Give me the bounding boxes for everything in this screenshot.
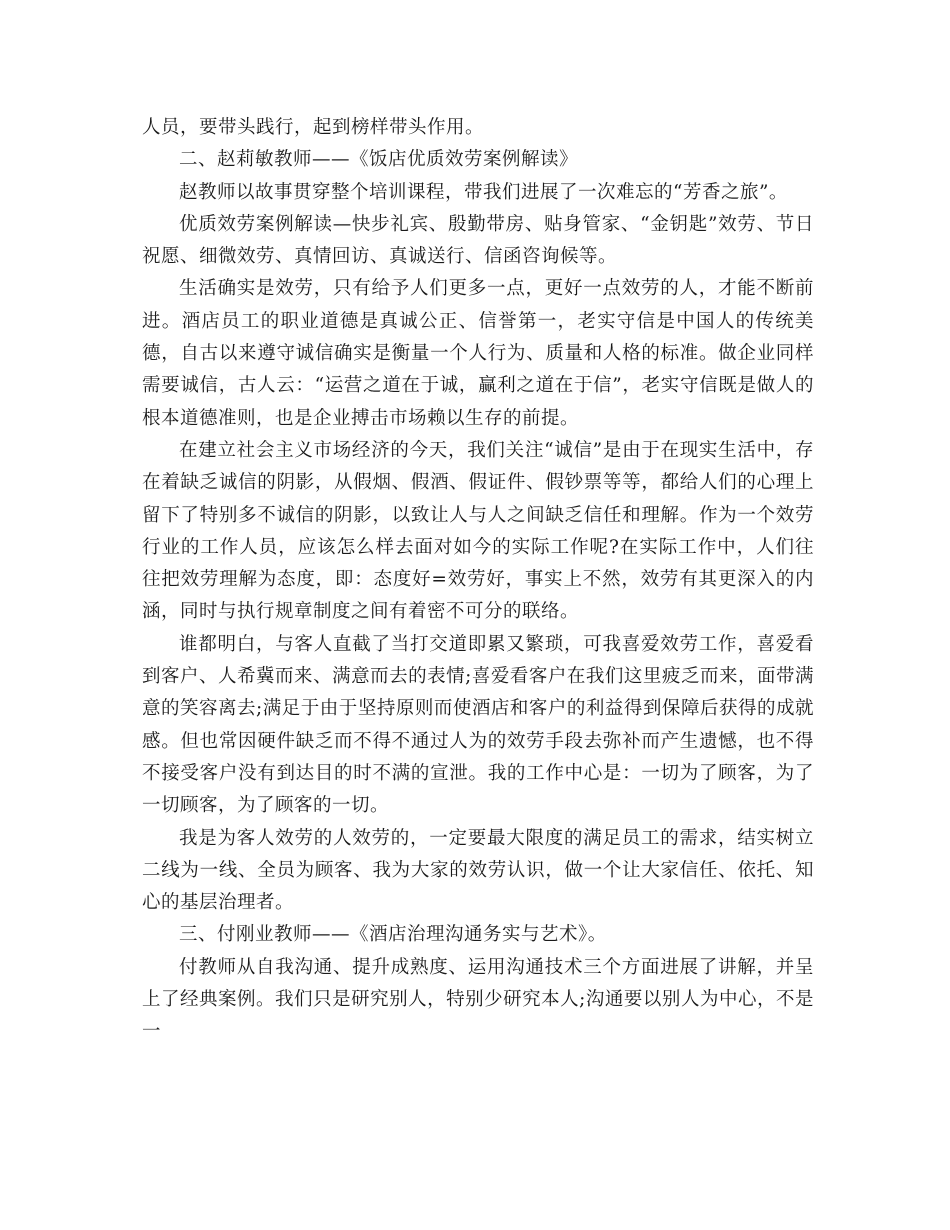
document-body — [142, 112, 814, 1049]
paragraph: 我是为客人效劳的人效劳的，一定要最大限度的满足员工的需求，结实树立二线为一线、全员为顾客、我为大家的效劳认识，做一个让大家信任、依托、知心的基层治理者。 — [142, 827, 814, 914]
paragraph: 赵教师以故事贯穿整个培训课程，带我们进展了一次难忘的“芳香之旅”。 — [179, 181, 788, 203]
paragraph: 谁都明白，与客人直截了当打交道即累又繁琐，可我喜爱效劳工作，喜爱看到客户、人希冀而来、满意而去的表情;喜爱看客户在我们这里疲乏而来，面带满意的笑容离去;满足于由于坚持原则而使酒店和客户的利益得到保障后获得的成就感。但也常因硬件缺乏而不得不通过人为的效劳手段去弥补而产生遗憾，也不得不接受客户没有到达目的时不满的宣泄。我的工作中心是：一切为了顾客，为了一切顾客，为了顾客的一切。 — [142, 633, 814, 817]
paragraph: 在建立社会主义市场经济的今天，我们关注“诚信”是由于在现实生活中，存在着缺乏诚信的阴影，从假烟、假酒、假证件、假钞票等等，都给人们的心理上留下了特别多不诚信的阴影，以致让人与人之间缺乏信任和理解。作为一个效劳行业的工作人员，应该怎么样去面对如今的实际工作呢?在实际工作中，人们往往把效劳理解为态度，即：态度好=效劳好，事实上不然，效劳有其更深入的内涵，同时与执行规章制度之间有着密不可分的联络。 — [142, 439, 814, 623]
section-heading-3: 三、付刚业教师——《酒店治理沟通务实与艺术》。 — [179, 924, 607, 946]
paragraph-continuation: 人员，要带头践行，起到榜样带头作用。 — [142, 117, 485, 138]
paragraph: 生活确实是效劳，只有给予人们更多一点，更好一点效劳的人，才能不断前进。酒店员工的职业道德是真诚公正、信誉第一，老实守信是中国人的传统美德，自古以来遵守诚信确实是衡量一个人行为、质量和人格的标准。做企业同样需要诚信，古人云：“运营之道在于诚，赢利之道在于信”，老实守信既是做人的根本道德准则，也是企业搏击市场赖以生存的前提。 — [142, 278, 814, 429]
section-heading-2: 二、赵莉敏教师——《饭店优质效劳案例解读》 — [179, 149, 579, 171]
paragraph: 优质效劳案例解读—快步礼宾、殷勤带房、贴身管家、“金钥匙”效劳、节日祝愿、细微效劳、真情回访、真诚送行、信函咨询候等。 — [142, 213, 814, 268]
paragraph: 付教师从自我沟通、提升成熟度、运用沟通技术三个方面进展了讲解，并呈上了经典案例。我们只是研究别人，特别少研究本人;沟通要以别人为中心，不是一 — [142, 956, 814, 1043]
